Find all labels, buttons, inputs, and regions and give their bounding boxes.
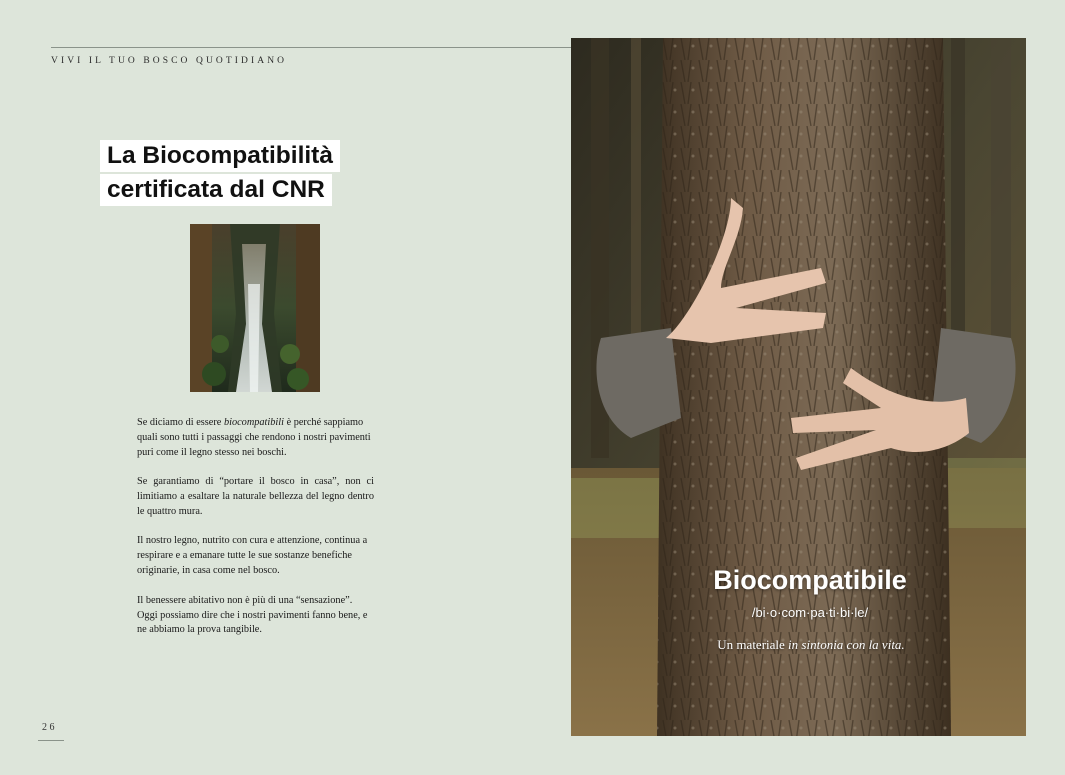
page-number: 26: [42, 722, 57, 733]
feature-word: Biocompatibile: [713, 565, 907, 595]
emphasis-biocompatibili: biocompatibili: [223, 417, 284, 428]
section-title: [100, 140, 430, 208]
paragraph-1: Se diciamo di essere biocompatibili è perché sappiamo quali sono tutti i passaggi che rendono i nostri pavimenti puri come il legno stesso nei boschi.: [137, 417, 371, 458]
paragraph-3: Il nostro legno, nutrito con cura e attenzione, continua a respirare e a emanare tutte le sue sostanze benefiche originarie, in casa come nel bosco.: [137, 535, 368, 577]
waterfall-photo: [190, 224, 320, 392]
tree-hug-photo: [571, 38, 1026, 736]
paragraph-4: Il benessere abitativo non è più di una “sensazione”. Oggi possiamo dire che i nostri pavimenti fanno bene, e ne abbiamo la prova tangibile.: [137, 594, 368, 636]
page-number-rule: [38, 740, 64, 741]
header-rule: [51, 47, 573, 48]
feature-phonetic: /bi·o·com·pa·ti·bi·le/: [751, 605, 869, 620]
title-line-1: La Biocompatibilità: [100, 140, 340, 172]
running-head: VIVI IL TUO BOSCO QUOTIDIANO: [51, 56, 288, 66]
title-line-2: certificata dal CNR: [100, 174, 332, 206]
feature-tagline: Un materiale in sintonia con la vita.: [717, 637, 905, 652]
paragraph-2: Se garantiamo di “portare il bosco in casa”, non ci limitiamo a esaltare la naturale bellezza del legno dentro le quattro mura.: [137, 476, 374, 518]
body-text: [137, 416, 374, 653]
